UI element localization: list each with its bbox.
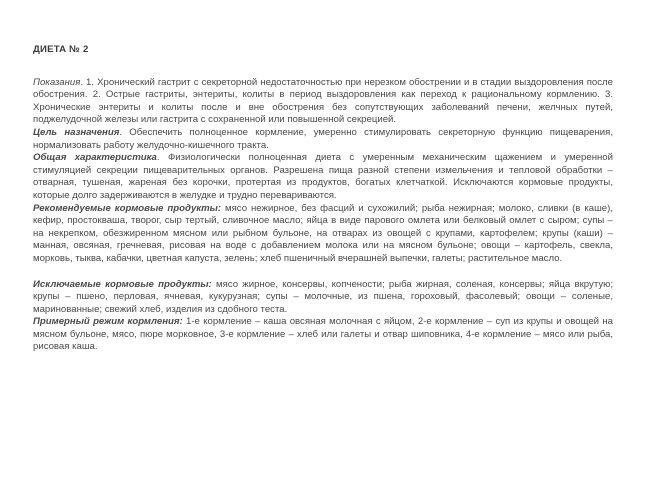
excluded-paragraph <box>33 279 613 317</box>
page-title: ДИЕТА № 2 <box>33 44 89 55</box>
recommended-text: мясо нежирное, без фасций и сухожилий; рыба нежирная; молоко, сливки (в каше), кефир, простокваша, творог, сыр тертый, сливочное масло; яйца в виде парового омлета или белковый омлет с сыром; супы – на некрепком, обезжиренном мясном или рыбном бульоне, на отварах из овощей с крупами, картофелем; крупы (каши) – манная, овсяная, гречневая, рисовая на воде с добавлением молока или на мясном бульоне; овощи – картофель, свекла, морковь, тыква, кабачки, цветная капуста, зелень; хлеб пшеничный вчерашней выпечки, галеты; растительное масло. <box>33 202 613 264</box>
recommended-label: Рекомендуемые кормовые продукты: <box>33 202 222 214</box>
general-label: Общая характеристика <box>33 152 157 164</box>
indications-text: . 1. Хронический гастрит с секреторной недостаточностью при нерезком обострении и в стадии выздоровления после обострения. 2. Острые гастриты, энтериты, колиты в период выздоровления как переход к рациональному кормлению. 3. Хронические энтериты и колиты после и вне обострения без сопутствующих заболеваний печени, желчных путей, поджелудочной железы или гастрита с сохраненной или повышенной секрецией. <box>33 76 613 126</box>
paragraph-gap <box>33 266 613 279</box>
recommended-paragraph <box>33 203 613 266</box>
purpose-label: Цель назначения <box>33 126 120 138</box>
regime-text: 1-е кормление – каша овсяная молочная с яйцом, 2-е кормление – суп из крупы и овощей на мясном бульоне, мясо, пюре морковное, 3-е кормление – хлеб или галеты и отвар шиповника, 4-е кормление – мясо или рыба, рисовая каша. <box>33 316 613 353</box>
document-body <box>33 44 613 354</box>
general-paragraph <box>33 152 613 202</box>
purpose-paragraph <box>33 127 613 152</box>
indications-label: Показания <box>33 76 81 88</box>
regime-paragraph <box>33 316 613 354</box>
regime-label: Примерный режим кормления: <box>33 316 183 328</box>
general-text: . Физиологически полноценная диета с умеренным механическим щажением и умеренной стимуляцией секреции пищеварительных органов. Разрешена пища разной степени измельчения и тепловой обработки – отварная, тушеная, жареная без корочки, протертая из продуктов, богатых клетчаткой. Исключаются кормовые продукты, которые долго задерживаются в желудке и трудно перевариваются. <box>33 152 613 201</box>
indications-paragraph <box>33 77 613 127</box>
excluded-text: мясо жирное, консервы, копчености; рыба жирная, соленая, консервы; яйца вкрутую; крупы – пшено, перловая, ячневая, кукурузная; супы – молочные, из пшена, гороховый, фасолевый; овощи – соленые, маринованные; свежий хлеб, изделия из сдобного теста. <box>33 278 613 315</box>
purpose-text: . Обеспечить полноценное кормление, умеренно стимулировать секреторную функцию пищеварения, нормализовать работу желудочно-кишечного тракта. <box>33 126 613 151</box>
excluded-label: Исключаемые кормовые продукты: <box>33 278 212 290</box>
